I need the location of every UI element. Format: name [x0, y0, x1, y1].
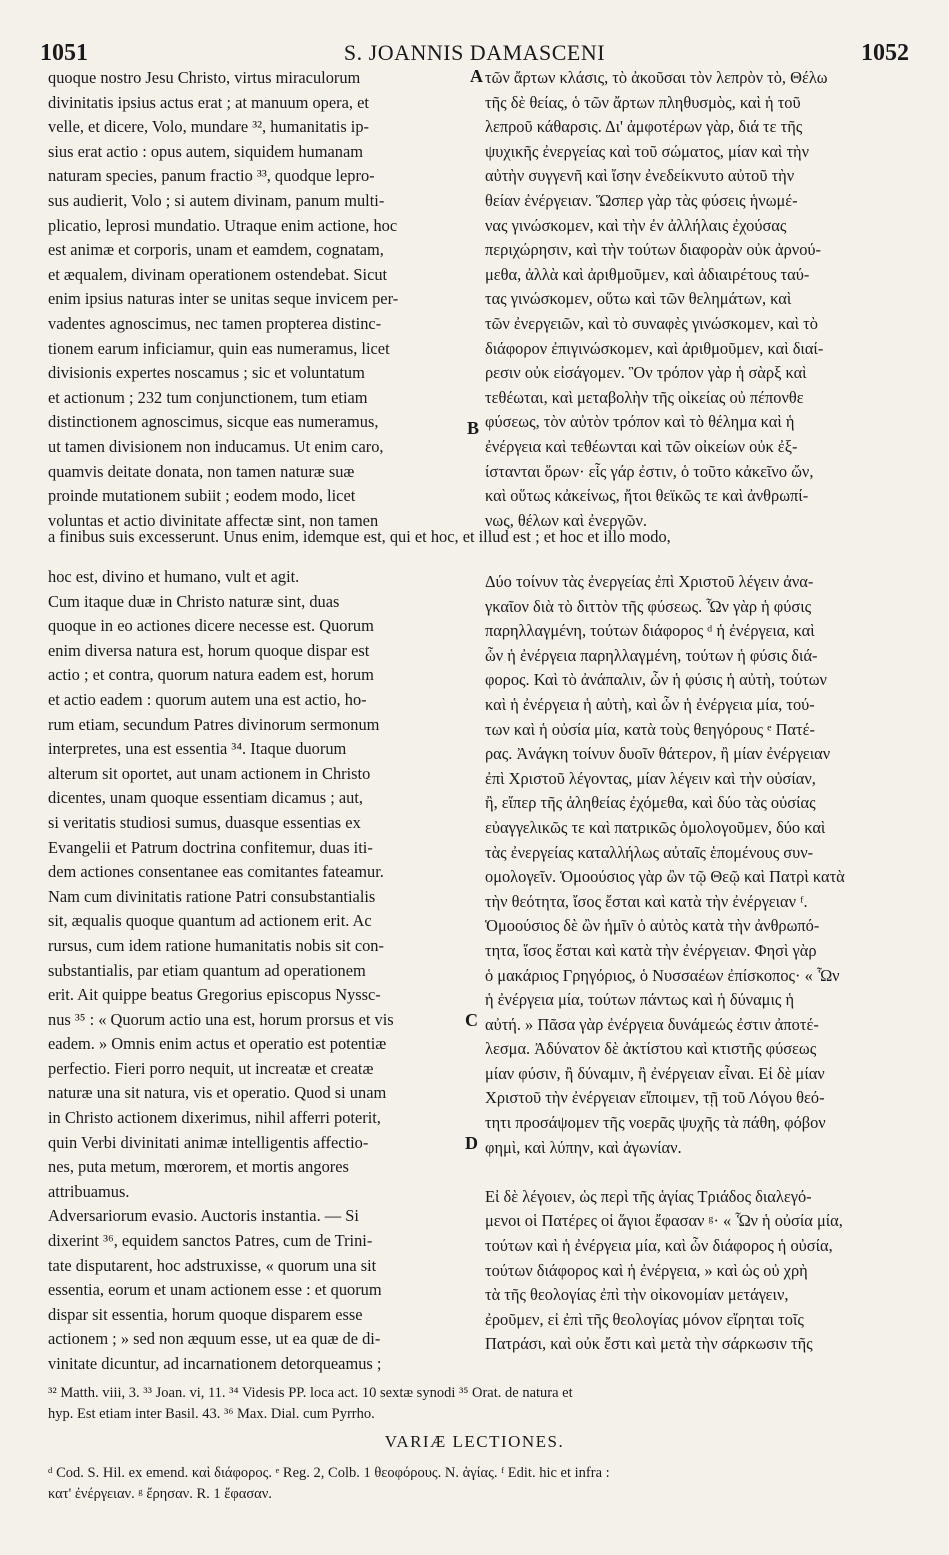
- variant-reading-line: ᵈ Cod. S. Hil. ex emend. καὶ διάφορος. ᵉ Reg. 2, Colb. 1 θεοφόρους. N. ἁγίας. ᶠ Edit. hic et infra :: [48, 1465, 610, 1481]
- footnote-line: ³² Matth. viii, 3. ³³ Joan. vi, 11. ³⁴ Videsis PP. loca act. 10 sextæ synodi ³⁵ Orat. de natura et: [48, 1385, 573, 1401]
- greek-text-line: Εἰ δὲ λέγοιεν, ὡς περὶ τῆς ἁγίας Τριάδος διαλεγό-: [485, 1186, 812, 1206]
- latin-text-line: Evangelii et Patrum doctrina confitemur, duas iti-: [48, 837, 373, 857]
- greek-text-line: τητα, ἴσος ἔσται καὶ κατὰ τὴν ἐνέργειαν. Φησὶ γὰρ: [485, 940, 817, 960]
- greek-text-line: Πατράσι, καὶ οὐκ ἔστι καὶ μετὰ τὴν σάρκωσιν τῆς: [485, 1334, 813, 1354]
- latin-text-line: erit. Ait quippe beatus Gregorius episcopus Nyssc-: [48, 985, 381, 1005]
- latin-text-line: actionem ; » sed non æquum esse, ut ea quæ de di-: [48, 1329, 381, 1349]
- latin-text-line: est animæ et corporis, unam et eamdem, cognatam,: [48, 240, 384, 260]
- variae-lectiones-title: VARIÆ LECTIONES.: [384, 1432, 565, 1451]
- latin-text-line: voluntas et actio divinitate affectæ sint, non tamen: [48, 510, 379, 530]
- greek-column-bottom: [485, 570, 905, 1357]
- greek-text-line: τας γινώσκομεν, οὕτω καὶ τῶν θελημάτων, καὶ: [485, 289, 792, 309]
- latin-text-line: quamvis deitate donata, non tamen naturæ suæ: [48, 461, 355, 481]
- greek-text-line: ἐπὶ Χριστοῦ λέγοντας, μίαν λέγειν καὶ τὴν οὐσίαν,: [485, 768, 816, 788]
- greek-text-line: μεθα, ἀλλὰ καὶ ἀριθμοῦμεν, καὶ ἀδιαιρέτους ταύ-: [485, 264, 810, 284]
- greek-text-line: ὁ μακάριος Γρηγόριος, ὁ Νυσσαέων ἐπίσκοπος· « Ὧν: [485, 965, 840, 985]
- latin-text-line: vadentes agnoscimus, nec tamen propterea distinc-: [48, 313, 382, 333]
- latin-text-line: plicatio, leprosi mundatio. Utraque enim actione, hoc: [48, 215, 398, 235]
- greek-text-line: τὰ τῆς θεολογίας ἐπὶ τὴν οἰκονομίαν μετάγειν,: [485, 1285, 789, 1305]
- greek-text-line: ψυχικῆς ἐνεργείας καὶ τοῦ σώματος, μίαν καὶ τὴν: [485, 141, 810, 161]
- greek-text-line: Δύο τοίνυν τὰς ἐνεργείας ἐπὶ Χριστοῦ λέγειν ἀνα-: [485, 572, 814, 591]
- greek-text-line: εὐαγγελικῶς τε καὶ πατρικῶς ὁμολογοῦμεν, δύο καὶ: [485, 817, 826, 837]
- greek-text-line: φημὶ, καὶ λύπην, καὶ ἀγωνίαν.: [485, 1137, 682, 1157]
- latin-text-line: sius erat actio : opus autem, siquidem humanam: [48, 141, 363, 161]
- latin-text-line: nus ³⁵ : « Quorum actio una est, horum prorsus et vis: [48, 1009, 394, 1029]
- latin-text-line: et actio eadem : quorum autem una est actio, ho-: [48, 689, 367, 709]
- latin-text-line: eadem. » Omnis enim actus et operatio est potentiæ: [48, 1034, 387, 1054]
- latin-text-line: interpretes, una est essentia ³⁴. Itaque duorum: [48, 739, 347, 759]
- latin-text-line: substantialis, par etiam quantum ad operationem: [48, 960, 366, 980]
- greek-text-line: τῆς δὲ θείας, ὁ τῶν ἄρτων πληθυσμὸς, καὶ ἡ τοῦ: [485, 92, 801, 112]
- greek-text-line: νας γινώσκομεν, καὶ τὴν ἐν ἀλλήλαις ἐχούσας: [485, 215, 787, 235]
- greek-text-line: ἢ, εἴπερ τῆς ἀληθείας ἐχόμεθα, καὶ δύο τὰς οὐσίας: [485, 793, 816, 813]
- greek-text-line: τὴν θεότητα, ἴσος ἔσται καὶ κατὰ τὴν ἐνέργειαν ᶠ.: [485, 891, 808, 911]
- greek-text-line: μίαν φύσιν, ἢ δύναμιν, ἢ ἐνέργειαν εἶναι. Εἰ δὲ μίαν: [485, 1063, 825, 1083]
- greek-text-line: φύσεως, τὸν αὐτὸν τρόπον καὶ τὸ θέλημα καὶ ἡ: [485, 412, 795, 432]
- greek-text-line: ἐνέργεια καὶ τεθέωνται καὶ τῶν οἰκείων οὐκ ἐξ-: [485, 436, 798, 456]
- latin-text-line: dicentes, unam quoque essentiam dicamus ; aut,: [48, 788, 363, 808]
- latin-text-line: et æqualem, divinam operationem ostendebat. Sicut: [48, 264, 388, 284]
- greek-text-line: τούτων καὶ ἡ ἐνέργεια μία, καὶ ὧν διάφορος ἡ οὐσία,: [485, 1236, 833, 1256]
- latin-text-line: perfectio. Fieri porro nequit, ut increatæ et creatæ: [48, 1058, 374, 1078]
- latin-text-line: attribuamus.: [48, 1181, 130, 1201]
- latin-text-line: proinde mutationem subiit ; eodem modo, licet: [48, 486, 356, 506]
- greek-text-line: διάφορον ἐπιγινώσκομεν, καὶ ἀριθμοῦμεν, καὶ διαί-: [485, 338, 824, 358]
- greek-text-line: αὐτή. » Πᾶσα γὰρ ἐνέργεια δυνάμεώς ἐστιν ἀποτέ-: [485, 1014, 819, 1034]
- greek-text-line: αὐτὴν συγγενῆ καὶ ἴσην ἐνεδείκνυτο αὐτοῦ τὴν: [485, 166, 795, 186]
- latin-text-line: actio ; et contra, quorum natura eadem est, horum: [48, 665, 374, 685]
- latin-text-line: et actionum ; 232 tum conjunctionem, tum etiam: [48, 387, 368, 407]
- latin-text-line: enim ipsius naturas inter se unitas seque invicem per-: [48, 289, 399, 309]
- greek-text-line: καὶ οὕτως κἀκείνως, ἤτοι θεϊκῶς τε καὶ ἀνθρωπί-: [485, 486, 809, 506]
- latin-text-line: tate disputarent, hoc adstruxisse, « quorum una sit: [48, 1255, 377, 1275]
- greek-text-line: φορος. Καὶ τὸ ἀνάπαλιν, ὧν ἡ φύσις ἡ αὐτὴ, τούτων: [485, 670, 827, 690]
- right-page-number: 1052: [861, 40, 909, 66]
- latin-text-line: Cum itaque duæ in Christo naturæ sint, duas: [48, 591, 340, 611]
- variae-lectiones: [48, 1463, 908, 1505]
- greek-text-line: ἡ ἐνέργεια μία, τούτων πάντως καὶ ἡ δύναμις ἡ: [485, 990, 795, 1010]
- latin-text-line: rursus, cum idem ratione humanitatis nobis sit con-: [48, 935, 384, 955]
- latin-text-line: in Christo actionem dixerimus, nihil afferri poterit,: [48, 1108, 381, 1128]
- latin-text-line: naturæ una sit natura, vis et operatio. Quod si unam: [48, 1083, 387, 1103]
- latin-text-line: enim diversa natura est, horum quoque dispar est: [48, 640, 370, 660]
- greek-text-line: παρηλλαγμένη, τούτων διάφορος ᵈ ἡ ἐνέργεια, καὶ: [485, 621, 815, 641]
- latin-text-line: si veritatis studiosi sumus, duasque essentias ex: [48, 812, 361, 832]
- latin-text-line: Adversariorum evasio. Auctoris instantia. — Si: [48, 1206, 359, 1226]
- latin-text-line: dispar sit essentia, horum quoque disparem esse: [48, 1304, 363, 1324]
- left-page-number: 1051: [40, 40, 88, 66]
- greek-text-line: Ὁμοούσιος δὲ ὢν ἡμῖν ὁ αὐτὸς κατὰ τὴν ἀνθρωπό-: [485, 916, 820, 936]
- greek-text-line: περιχώρησιν, καὶ τὴν τούτων διαφορὰν οὐκ ἀρνού-: [485, 240, 821, 260]
- latin-text-line: Nam cum divinitatis ratione Patri consubstantialis: [48, 886, 376, 906]
- greek-text-line: θείαν ἐνέργειαν. Ὥσπερ γὰρ τὰς φύσεις ἡνωμέ-: [485, 190, 798, 210]
- latin-text-line: rum etiam, secundum Patres divinorum sermonum: [48, 714, 380, 734]
- latin-text-line: ut tamen divisionem non inducamus. Ut enim caro,: [48, 436, 384, 456]
- greek-text-line: τῶν ἐνεργειῶν, καὶ τὸ συναφὲς γινώσκομεν, καὶ τὸ: [485, 313, 818, 333]
- greek-text-line: καὶ ἡ ἐνέργεια ἡ αὐτὴ, καὶ ὧν ἡ ἐνέργεια μία, τού-: [485, 694, 815, 714]
- greek-text-line: [485, 1160, 905, 1185]
- margin-marker-a: A: [470, 66, 483, 86]
- latin-text-line: hoc est, divino et humano, vult et agit.: [48, 567, 300, 586]
- footnotes: [48, 1383, 908, 1425]
- latin-text-line: nes, puta metum, mœrorem, et mortis angores: [48, 1157, 349, 1177]
- latin-text-line: essentia, eorum et unam actionem esse : et quorum: [48, 1280, 382, 1300]
- greek-text-line: λεπροῦ κάθαρσις. Δι' ἀμφοτέρων γὰρ, διά τε τῆς: [485, 117, 803, 137]
- latin-column-top: [48, 66, 473, 533]
- greek-column-top: [485, 66, 903, 533]
- latin-text-line: sus audierit, Volo ; si autem divinam, panum multi-: [48, 190, 385, 210]
- latin-text-line: distinctionem agnoscimus, sicque eas numeramus,: [48, 412, 379, 432]
- greek-text-line: ὧν ἡ ἐνέργεια παρηλλαγμένη, τούτων ἡ φύσις διά-: [485, 645, 818, 665]
- greek-text-line: λεσμα. Ἀδύνατον δὲ ἀκτίστου καὶ κτιστῆς φύσεως: [485, 1039, 817, 1059]
- greek-text-line: ίστανται ὅρων· εἷς γάρ ἐστιν, ὁ τοῦτο κἀκεῖνο ὤν,: [485, 461, 814, 481]
- greek-text-line: Χριστοῦ τὴν ἐνέργειαν εἴποιμεν, τῇ τοῦ Λόγου θεό-: [485, 1088, 825, 1108]
- latin-text-line: quin Verbi divinitati animæ intelligentis affectio-: [48, 1132, 369, 1152]
- greek-text-line: τεθέωται, καὶ μεταβολὴν τῆς οἰκείας οὐ πέπονθε: [485, 387, 804, 407]
- latin-text-line: divisionis expertes noscamus ; sic et voluntatum: [48, 363, 365, 383]
- greek-text-line: τὰς ἐνεργείας καταλλήλως αὐταῖς ἑπομένους συν-: [485, 842, 814, 862]
- latin-text-line: tionem earum inficiamur, quin eas numeramus, licet: [48, 338, 390, 358]
- margin-marker-b: B: [467, 418, 480, 438]
- latin-text-line: quoque nostro Jesu Christo, virtus miraculorum: [48, 68, 361, 87]
- greek-text-line: ἐροῦμεν, εἰ ἐπὶ τῆς θεολογίας μόνον εἴρηται τοῖς: [485, 1309, 804, 1329]
- margin-marker-c: C: [465, 1010, 478, 1030]
- greek-text-line: γκαῖον διὰ τὸ διττὸν τῆς φύσεως. Ὧν γὰρ ἡ φύσις: [485, 596, 812, 616]
- latin-text-line: vinitate dicuntur, ad incarnationem detorqueamus ;: [48, 1354, 382, 1373]
- greek-text-line: ρεσιν οὐκ εἰσάγομεν. Ὃν τρόπον γὰρ ἡ σὰρξ καὶ: [485, 363, 807, 383]
- latin-text-line: quoque in eo actiones dicere necesse est. Quorum: [48, 616, 374, 636]
- margin-marker-d: D: [465, 1133, 478, 1153]
- full-width-line: a finibus suis excesserunt. Unus enim, idemque est, qui et hoc, et illud est ; et hoc et illo modo,: [48, 527, 671, 546]
- latin-text-line: velle, et dicere, Volo, mundare ³², humanitatis ip-: [48, 117, 370, 137]
- running-title: S. JOANNIS DAMASCENI: [343, 40, 606, 65]
- variant-reading-line: κατ' ἐνέργειαν. ᵍ ἔρησαν. R. 1 ἔφασαν.: [48, 1486, 272, 1502]
- latin-text-line: dixerint ³⁶, equidem sanctos Patres, cum de Trini-: [48, 1231, 373, 1251]
- greek-text-line: ρας. Ἀνάγκη τοίνυν δυοῖν θάτερον, ἢ μίαν ἐνέργειαν: [485, 744, 831, 764]
- greek-text-line: νως, θέλων καὶ ἐνεργῶν.: [485, 510, 647, 530]
- greek-text-line: των καὶ ἡ οὐσία μία, κατὰ τοὺς θεηγόρους ᵉ Πατέ-: [485, 719, 815, 739]
- greek-text-line: τῶν ἄρτων κλάσις, τὸ ἀκοῦσαι τὸν λεπρὸν τὸ, Θέλω: [485, 68, 828, 87]
- latin-text-line: sit, æqualis quoque quantum ad actionem erit. Ac: [48, 911, 372, 931]
- greek-text-line: μενοι οἱ Πατέρες οἱ ἅγιοι ἔφασαν ᵍ· « Ὧν ἡ οὐσία μία,: [485, 1211, 843, 1231]
- latin-column-bottom: [48, 565, 473, 1377]
- latin-text-line: divinitatis ipsius actus erat ; at manuum opera, et: [48, 92, 369, 112]
- greek-text-line: τούτων διάφορος καὶ ἡ ἐνέργεια, » καὶ ὡς οὐ χρὴ: [485, 1260, 808, 1280]
- latin-text-line: dem actiones consentanee eas comitantes fateamur.: [48, 862, 384, 882]
- latin-text-line: alterum sit oportet, aut unam actionem in Christo: [48, 763, 371, 783]
- latin-text-line: naturam species, panum fractio ³³, quodque lepro-: [48, 166, 375, 186]
- greek-text-line: ομολογεῖν. Ὁμοούσιος γὰρ ὢν τῷ Θεῷ καὶ Πατρὶ κατὰ: [485, 867, 845, 887]
- greek-text-line: τητι προσάψομεν τῆς νοερᾶς ψυχῆς τὰ πάθη, φόβον: [485, 1113, 826, 1133]
- footnote-line: hyp. Est etiam inter Basil. 43. ³⁶ Max. Dial. cum Pyrrho.: [48, 1406, 375, 1422]
